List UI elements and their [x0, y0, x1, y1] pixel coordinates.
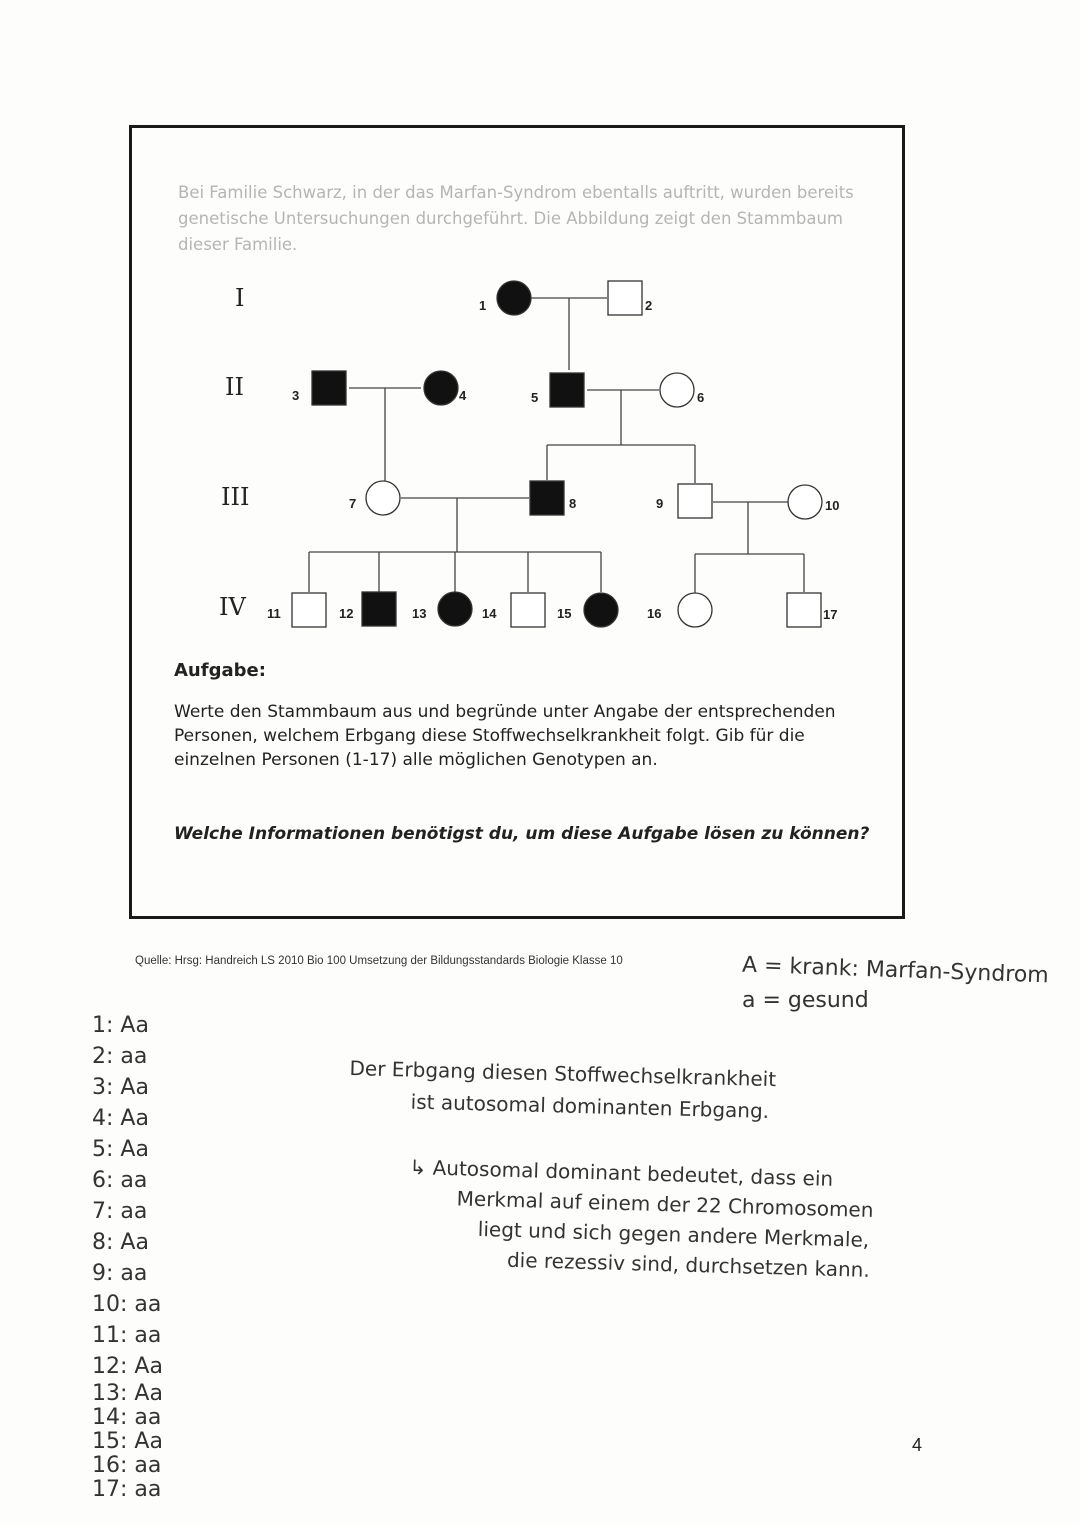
person-2-label: 2: [645, 298, 653, 313]
person-7-label: 7: [349, 496, 357, 511]
answer-line: Der Erbgang diesen Stoffwechselkrankheit: [349, 1055, 777, 1092]
person-6-circle: [660, 373, 694, 407]
legend-recessive: a = gesund: [742, 988, 869, 1013]
person-8-label: 8: [569, 496, 577, 511]
person-17-label: 17: [823, 607, 838, 622]
pedigree-labels: [267, 298, 839, 622]
person-10-label: 10: [825, 498, 840, 513]
person-7-circle: [366, 481, 400, 515]
explanation-note: [407, 1152, 1010, 1289]
person-13-circle: [438, 592, 472, 626]
explanation-line: die rezessiv sind, durchsetzen kann.: [506, 1247, 871, 1282]
genotype-entry: 10: aa: [92, 1292, 162, 1317]
genotype-entry: 2: aa: [92, 1044, 148, 1069]
genotype-list: [92, 1010, 252, 1502]
task-heading: Aufgabe:: [174, 660, 266, 681]
person-4-circle: [424, 371, 458, 405]
pedigree-chart: [129, 262, 905, 652]
pedigree-symbols: [292, 281, 822, 627]
genotype-entry: 16: aa: [92, 1453, 162, 1478]
genotype-entry: 1: Aa: [92, 1013, 149, 1038]
explanation-line: liegt und sich gegen andere Merkmale,: [477, 1216, 870, 1252]
genotype-entry: 4: Aa: [92, 1106, 149, 1131]
person-3-label: 3: [292, 388, 300, 403]
source-citation: Quelle: Hrsg: Handreich LS 2010 Bio 100 Umsetzung der Bildungsstandards Biologie Klasse 10: [135, 955, 623, 967]
person-14-square: [511, 593, 545, 627]
genotype-entry: 8: Aa: [92, 1230, 149, 1255]
genotype-entry: 17: aa: [92, 1477, 162, 1502]
person-4-label: 4: [459, 388, 467, 403]
legend-dominant: A = krank: Marfan-Syndrom: [741, 952, 1050, 989]
answer-line: ist autosomal dominanten Erbgang.: [410, 1089, 770, 1123]
gen-label-3: III: [221, 483, 250, 511]
person-5-square: [550, 373, 584, 407]
person-10-circle: [788, 485, 822, 519]
person-16-label: 16: [647, 606, 662, 621]
person-6-label: 6: [697, 390, 705, 405]
person-15-label: 15: [557, 606, 572, 621]
explanation-line: ↳ Autosomal dominant bedeutet, dass ein: [409, 1154, 834, 1191]
gen-label-1: I: [235, 284, 245, 312]
page-number: 4: [912, 1435, 923, 1455]
person-1-label: 1: [479, 298, 487, 313]
person-13-label: 13: [412, 606, 427, 621]
explanation-line: Merkmal auf einem der 22 Chromosomen: [456, 1186, 874, 1222]
person-12-square: [362, 592, 396, 626]
intro-text: Bei Familie Schwarz, in der das Marfan-Syndrom ebentalls auftritt, wurden bereits genetische Untersuchungen durchgeführt. Die Abbildung zeigt den Stammbaum dieser Familie.: [178, 183, 854, 254]
genotype-entry: 6: aa: [92, 1168, 148, 1193]
inheritance-answer: [348, 1052, 909, 1131]
person-1-circle: [497, 281, 531, 315]
person-17-square: [787, 593, 821, 627]
person-14-label: 14: [482, 606, 497, 621]
genotype-entry: 11: aa: [92, 1323, 162, 1348]
person-2-square: [608, 281, 642, 315]
genotype-entry: 15: Aa: [92, 1429, 163, 1454]
genotype-entry: 7: aa: [92, 1199, 148, 1224]
task-text: Werte den Stammbaum aus und begründe unter Angabe der entsprechenden Personen, welchem Erbgang diese Stoffwechselkrankheit folgt. Gib für die einzelnen Personen (1-17) alle möglichen Genotypen an.: [174, 702, 836, 770]
genotype-entry: 9: aa: [92, 1261, 148, 1286]
person-12-label: 12: [339, 606, 354, 621]
genotype-entry: 3: Aa: [92, 1075, 149, 1100]
person-16-circle: [678, 593, 712, 627]
person-3-square: [312, 371, 346, 405]
genotype-entry: 5: Aa: [92, 1137, 149, 1162]
person-9-square: [678, 484, 712, 518]
gen-label-4: IV: [219, 593, 246, 621]
person-8-square: [530, 481, 564, 515]
genotype-entry: 12: Aa: [92, 1354, 163, 1379]
gen-label-2: II: [225, 373, 244, 401]
person-15-circle: [584, 593, 618, 627]
person-5-label: 5: [531, 390, 539, 405]
pedigree-lines: [309, 298, 804, 593]
task-question: Welche Informationen benötigst du, um diese Aufgabe lösen zu können?: [174, 824, 870, 844]
person-11-label: 11: [267, 606, 281, 621]
genotype-entry: 14: aa: [92, 1405, 162, 1430]
person-9-label: 9: [656, 496, 664, 511]
genotype-entry: 13: Aa: [92, 1381, 163, 1406]
person-11-square: [292, 593, 326, 627]
